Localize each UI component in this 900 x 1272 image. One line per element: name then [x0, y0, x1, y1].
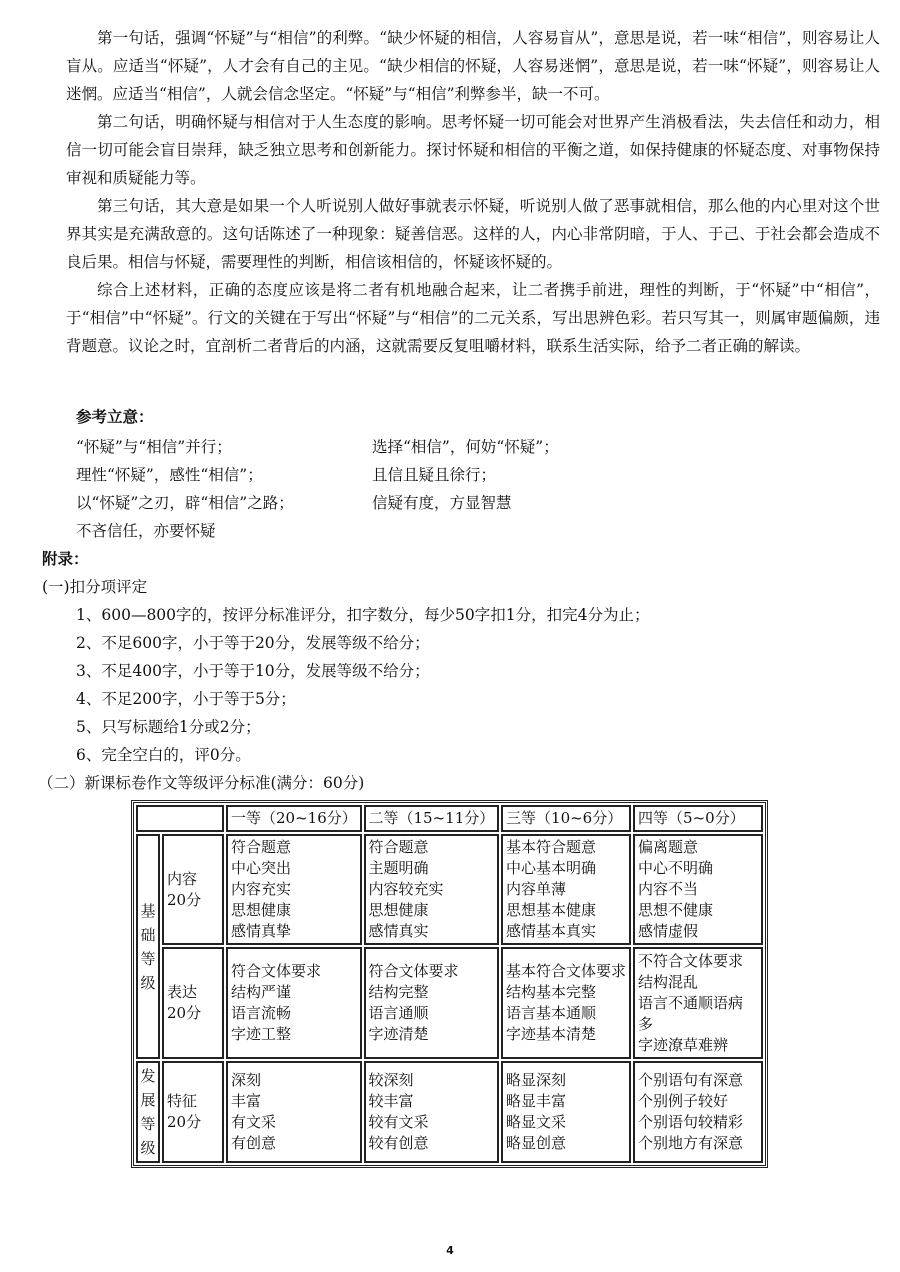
cell-line: 略显深刻 — [506, 1071, 567, 1089]
cell-line: 20分 — [167, 1113, 202, 1131]
cell-line: 感情真挚 — [231, 922, 292, 940]
deduction-item: 1、600—800字的，按评分标准评分，扣字数分，每少50字扣1分，扣完4分为止； — [76, 606, 650, 624]
cell-line: 较丰富 — [368, 1092, 414, 1110]
idea-left-4: 不吝信任，亦要怀疑 — [76, 522, 216, 540]
cell-line: 个别地方有深意 — [638, 1134, 744, 1152]
table-corner-cell — [136, 805, 224, 832]
item-label — [162, 834, 224, 945]
group-label-basic: 基础等级 — [136, 834, 160, 1059]
grade-header: 三等（10~6分） — [501, 805, 631, 832]
deduction-item: 4、不足200字，小于等于5分； — [76, 690, 296, 708]
cell-line: 结构完整 — [368, 983, 429, 1001]
table-row — [136, 1061, 763, 1163]
paragraph-2: 第二句话，明确怀疑与相信对于人生态度的影响。思考怀疑一切可能会对世界产生消极看法，失去信任和动力，相信一切可能会盲目崇拜，缺乏独立思考和创新能力。探讨怀疑和相信的平衡之道，如保持健康的怀疑态度、对事物保持审视和质疑能力等。 — [66, 113, 880, 187]
table-row — [136, 947, 763, 1059]
cell-line: 语言通顺 — [368, 1004, 429, 1022]
cell-line: 内容 — [167, 869, 198, 888]
section1-title: (一)扣分项评定 — [42, 578, 148, 596]
table-cell — [364, 834, 500, 945]
cell-line: 结构基本完整 — [506, 983, 597, 1001]
cell-line: 语言基本通顺 — [506, 1004, 597, 1022]
page-number: 4 — [446, 1244, 454, 1257]
cell-line: 符合文体要求 — [368, 962, 459, 980]
cell-line: 语言不通顺语病多 — [638, 993, 744, 1033]
cell-line: 略显创意 — [506, 1134, 567, 1152]
cell-line: 字迹潦草难辨 — [638, 1035, 729, 1054]
table-cell — [226, 1061, 362, 1163]
idea-left-3: 以“怀疑”之刃，辟“相信”之路； — [76, 494, 294, 512]
cell-line: 感情基本真实 — [506, 922, 597, 940]
cell-line: 内容较充实 — [368, 880, 444, 898]
cell-line: 基本符合文体要求 — [506, 962, 627, 980]
grading-table — [131, 800, 768, 1168]
table-cell — [364, 1061, 500, 1163]
cell-line: 较深刻 — [368, 1071, 414, 1089]
paragraph-4: 综合上述材料，正确的态度应该是将二者有机地融合起来，让二者携手前进，理性的判断，于“怀疑”中“相信”，于“相信”中“怀疑”。行文的关键在于写出“怀疑”与“相信”的二元关系，写出思辨色彩。若只写其一，则属审题偏颇，违背题意。议论之时，宜剖析二者背后的内涵，这就需要反复咀嚼材料，联系生活实际，给予二者正确的解读。 — [66, 281, 880, 355]
grade-header: 四等（5~0分） — [633, 805, 763, 832]
grade-header: 一等（20~16分） — [226, 805, 362, 832]
deduction-item: 5、只写标题给1分或2分； — [76, 718, 261, 736]
cell-line: 思想基本健康 — [506, 901, 597, 919]
cell-line: 不符合文体要求 — [638, 951, 744, 970]
cell-line: 思想健康 — [231, 901, 292, 919]
table-row — [136, 834, 763, 945]
cell-line: 结构严谨 — [231, 983, 292, 1001]
idea-right-2: 且信且疑且徐行； — [372, 466, 497, 484]
cell-line: 内容不当 — [638, 880, 699, 898]
table-cell — [226, 947, 362, 1059]
cell-line: 丰富 — [231, 1092, 262, 1110]
cell-line: 较有创意 — [368, 1134, 429, 1152]
table-header-row — [136, 805, 763, 832]
cell-line: 特征 — [167, 1092, 198, 1110]
paragraph-3: 第三句话，其大意是如果一个人听说别人做好事就表示怀疑，听说别人做了恶事就相信，那么他的内心里对这个世界其实是充满敌意的。这句话陈述了一种现象：疑善信恶。这样的人，内心非常阴暗，于人、于己、于社会都会造成不良后果。相信与怀疑，需要理性的判断，相信该相信的，怀疑该怀疑的。 — [66, 197, 880, 271]
appendix-heading: 附录： — [42, 549, 89, 568]
cell-line: 略显文采 — [506, 1113, 567, 1131]
idea-right-1: 选择“相信”，何妨“怀疑”； — [372, 438, 559, 456]
cell-line: 符合题意 — [368, 838, 429, 856]
cell-line: 略显丰富 — [506, 1092, 567, 1110]
cell-line: 思想健康 — [368, 901, 429, 919]
cell-line: 个别语句有深意 — [638, 1071, 744, 1089]
cell-line: 结构混乱 — [638, 972, 699, 991]
table-cell — [501, 1061, 631, 1163]
cell-line: 感情真实 — [368, 922, 429, 940]
paragraph-1: 第一句话，强调“怀疑”与“相信”的利弊。“缺少怀疑的相信，人容易盲从”，意思是说，若一味“相信”，则容易让人盲从。应适当“怀疑”，人才会有自己的主见。“缺少相信的怀疑，人容易迷惘”，意思是说，若一味“怀疑”，则容易让人迷惘。应适当“相信”，人就会信念坚定。“怀疑”与“相信”利弊参半，缺一不可。 — [66, 29, 880, 103]
cell-line: 思想不健康 — [638, 901, 714, 919]
table-cell — [226, 834, 362, 945]
table-cell — [633, 834, 763, 945]
cell-line: 较有文采 — [368, 1113, 429, 1131]
cell-line: 内容充实 — [231, 880, 292, 898]
cell-line: 字迹基本清楚 — [506, 1025, 597, 1043]
cell-line: 有创意 — [231, 1134, 277, 1152]
table-cell — [364, 947, 500, 1059]
table-cell — [633, 1061, 763, 1163]
cell-line: 主题明确 — [368, 859, 429, 877]
idea-left-2: 理性“怀疑”，感性“相信”； — [76, 466, 263, 484]
cell-line: 中心不明确 — [638, 859, 714, 877]
cell-line: 字迹工整 — [231, 1025, 292, 1043]
cell-line: 个别语句较精彩 — [638, 1113, 744, 1131]
cell-line: 个别例子较好 — [638, 1092, 729, 1110]
ideas-heading: 参考立意： — [76, 407, 154, 426]
cell-line: 深刻 — [231, 1071, 262, 1089]
grade-header: 二等（15~11分） — [364, 805, 500, 832]
cell-line: 符合文体要求 — [231, 962, 322, 980]
cell-line: 有文采 — [231, 1113, 277, 1131]
cell-line: 字迹清楚 — [368, 1025, 429, 1043]
cell-line: 符合题意 — [231, 838, 292, 856]
deduction-item: 6、完全空白的，评0分。 — [76, 746, 251, 764]
section2-title: （二）新课标卷作文等级评分标准(满分：60分) — [38, 774, 365, 792]
deduction-item: 2、不足600字，小于等于20分，发展等级不给分； — [76, 634, 430, 652]
idea-left-1: “怀疑”与“相信”并行； — [76, 438, 232, 456]
table-cell — [501, 834, 631, 945]
cell-line: 内容单薄 — [506, 880, 567, 898]
cell-line: 20分 — [167, 1004, 202, 1022]
cell-line: 20分 — [167, 890, 202, 909]
deduction-item: 3、不足400字，小于等于10分，发展等级不给分； — [76, 662, 430, 680]
cell-line: 语言流畅 — [231, 1004, 292, 1022]
cell-line: 表达 — [167, 983, 198, 1001]
idea-right-3: 信疑有度，方显智慧 — [372, 494, 512, 512]
cell-line: 偏离题意 — [638, 838, 699, 856]
item-label — [162, 1061, 224, 1163]
group-label-development: 发展等级 — [136, 1061, 160, 1163]
cell-line: 基本符合题意 — [506, 838, 597, 856]
table-cell — [501, 947, 631, 1059]
table-cell — [633, 947, 763, 1059]
cell-line: 感情虚假 — [638, 922, 699, 940]
cell-line: 中心基本明确 — [506, 859, 597, 877]
item-label — [162, 947, 224, 1059]
cell-line: 中心突出 — [231, 859, 292, 877]
